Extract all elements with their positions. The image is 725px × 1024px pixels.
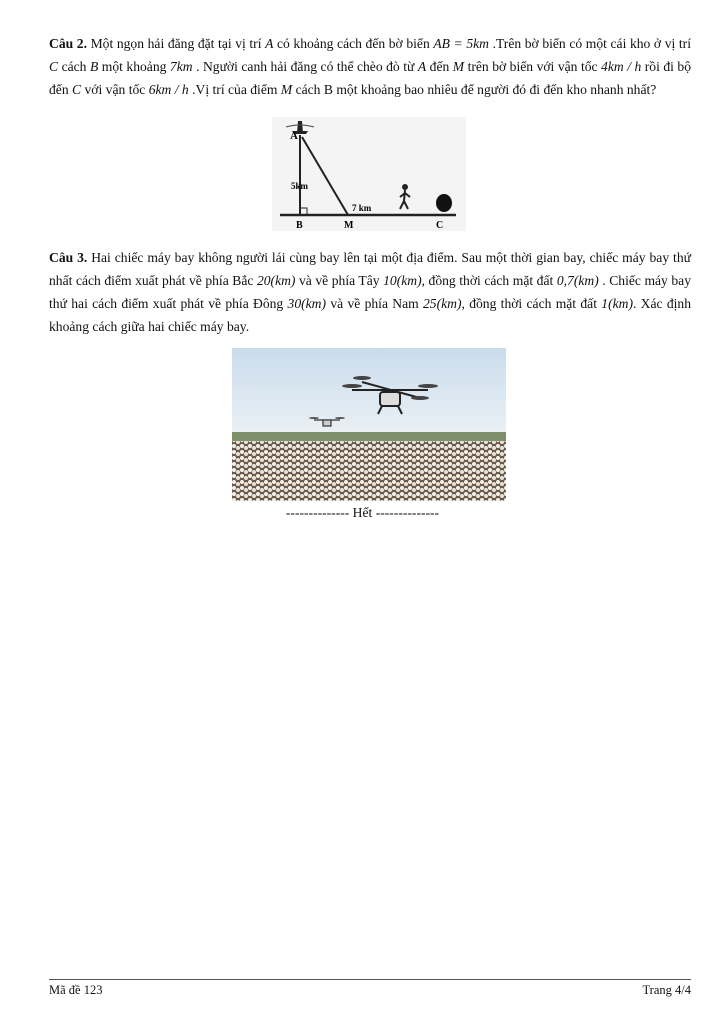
point-c-label: C: [436, 220, 444, 231]
distance-ab-label: 5km: [291, 181, 309, 191]
point-m-label: M: [344, 220, 354, 231]
q2-text: .Vị trí của điểm: [188, 82, 281, 97]
question-3-label: Câu 3.: [49, 250, 88, 265]
q2-text: .Trên bờ biển có một cái kho ở vị trí: [488, 36, 691, 51]
point-b-label: B: [296, 220, 303, 231]
q2-var: B: [89, 59, 99, 74]
q2-var: A: [265, 36, 274, 51]
q3-text: Hai chiếc máy bay không người lái cùng bay lên tại một địa điểm. Sau một thời gian bay, chiếc máy bay thứ nhất cách điểm xuất phát về phía Bắc: [49, 250, 691, 288]
question-2: [49, 32, 691, 101]
q2-var: C: [72, 82, 82, 97]
q2-text: đến: [426, 59, 453, 74]
q2-var: M: [452, 59, 465, 74]
q2-var: 4km / h: [601, 59, 642, 74]
question-2-label: Câu 2.: [49, 36, 87, 51]
q3-text: và về phía Nam: [326, 296, 423, 311]
q2-text: với vận tốc: [81, 82, 149, 97]
end-marker: -------------- Hết --------------: [285, 505, 440, 520]
footer-divider: [49, 979, 691, 980]
q2-var: 6km / h: [148, 82, 189, 97]
q2-var: M: [280, 82, 293, 97]
q2-text: trên bờ biển với vận tốc: [464, 59, 602, 74]
q2-text: có khoảng cách đến bờ biển: [273, 36, 434, 51]
drone-photo: [232, 348, 506, 501]
q3-var: 0,7(km): [556, 273, 599, 288]
q2-text: . Người canh hải đăng có thể chèo đò từ: [192, 59, 418, 74]
lighthouse-figure: [272, 117, 466, 231]
q3-text: và về phía Tây: [295, 273, 384, 288]
q2-var: AB = 5km: [433, 36, 489, 51]
q2-text: cách: [58, 59, 90, 74]
q3-var: 1(km): [601, 296, 633, 311]
q3-var: 20(km): [256, 273, 296, 288]
drone-photo-illustration: [232, 348, 506, 501]
exam-code: Mã đề 123: [49, 983, 103, 997]
q3-text: , đồng thời cách mặt đất: [461, 296, 602, 311]
q3-var: 30(km): [287, 296, 327, 311]
q3-text: . Xác định khoảng cách giữa hai chiếc máy bay.: [49, 296, 692, 334]
q2-var: C: [49, 59, 59, 74]
point-a-label: A: [290, 130, 298, 142]
warehouse-icon: [436, 194, 452, 212]
q2-text: Một ngọn hải đăng đặt tại vị trí: [86, 36, 266, 51]
q3-text: . Chiếc máy bay thứ hai cách điểm xuất phát về phía Đông: [49, 273, 692, 311]
q3-var: 10(km): [383, 273, 422, 288]
q3-var: 25(km): [423, 296, 462, 311]
q2-text: rồi đi bộ đến: [49, 59, 691, 97]
page-number: Trang 4/4: [642, 983, 691, 997]
question-3: [49, 246, 691, 338]
walking-person-icon: [400, 184, 410, 209]
q2-text: cách B một khoảng bao nhiêu để người đó đi đến kho nhanh nhất?: [292, 82, 657, 97]
q2-var: A: [417, 59, 427, 74]
q2-var: 7km: [169, 59, 193, 74]
lighthouse-diagram: [272, 117, 466, 231]
distance-bm-label: 7 km: [352, 203, 372, 213]
q3-text: , đồng thời cách mặt đất: [421, 273, 557, 288]
q2-text: một khoảng: [98, 59, 170, 74]
